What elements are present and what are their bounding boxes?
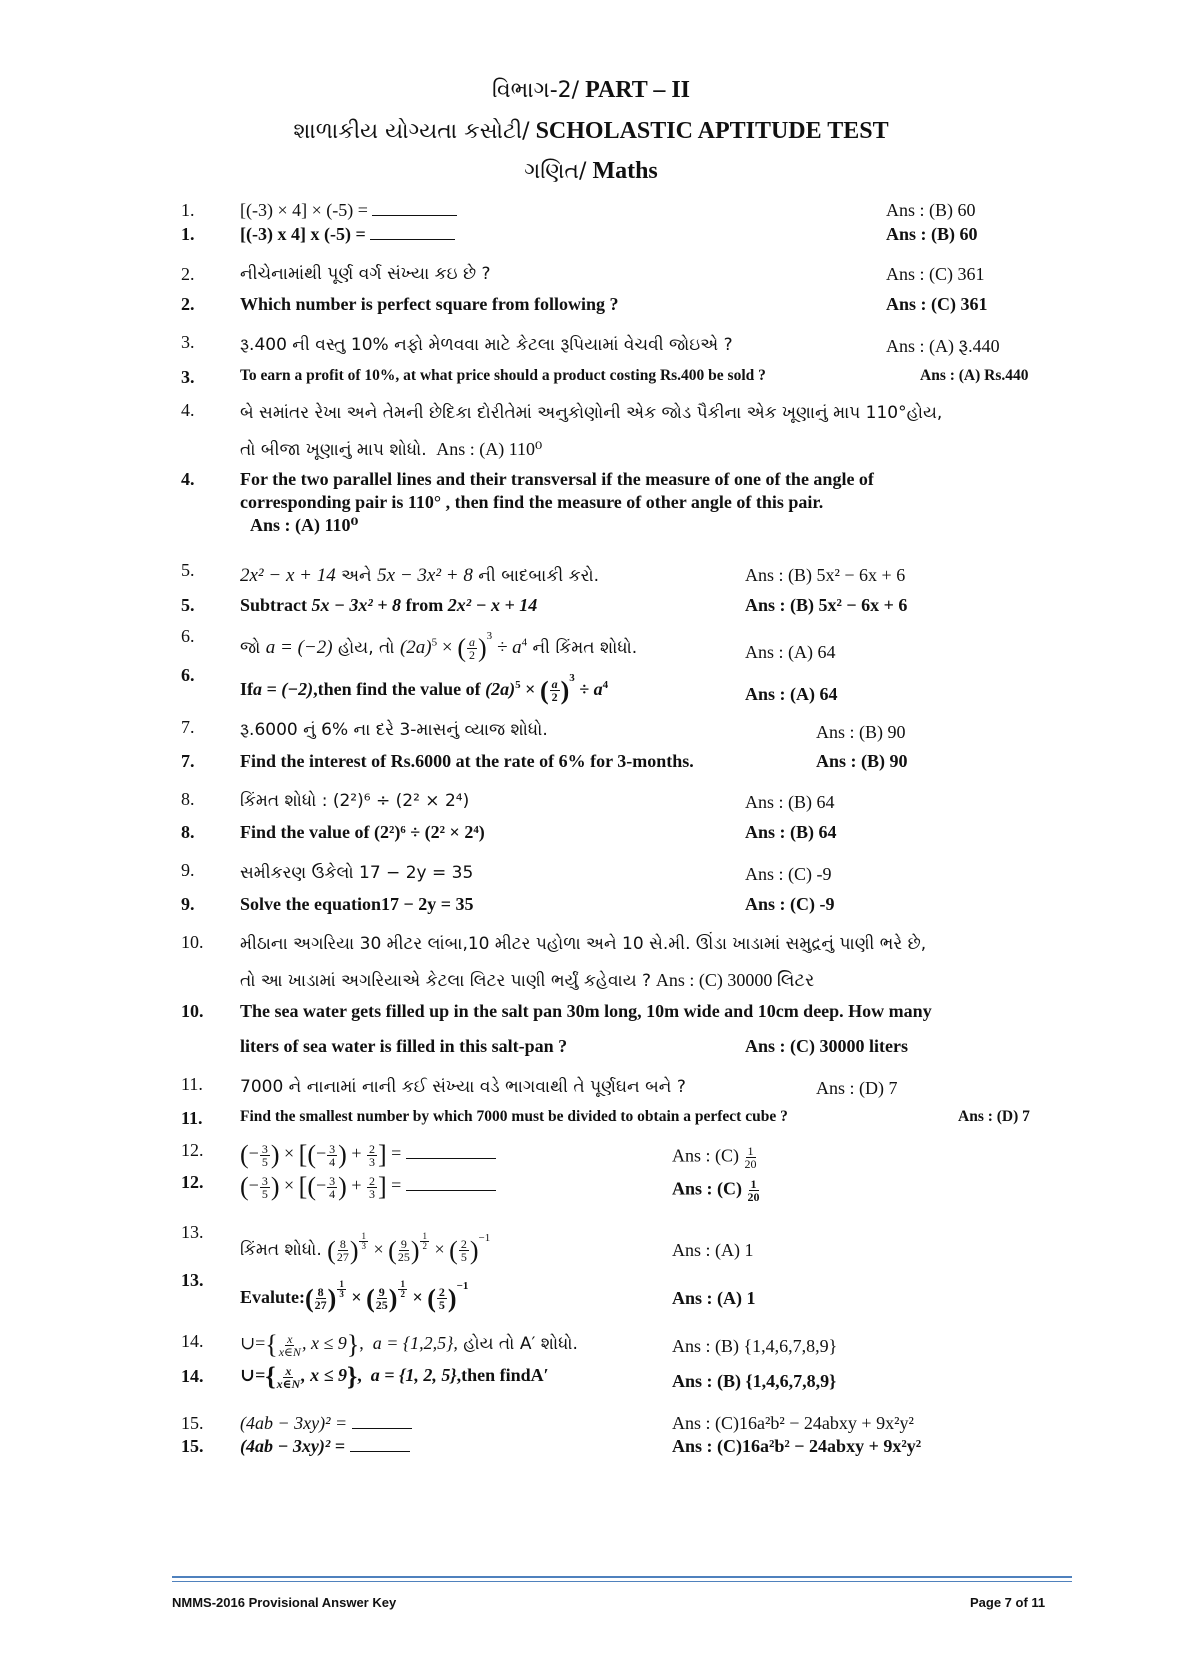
test-heading-gu: શાળાકીય યોગ્યતા કસોટી/ [293, 119, 530, 144]
question-number: 8. [181, 789, 195, 809]
part-heading [0, 77, 1182, 104]
question-number: 5. [181, 560, 195, 580]
question-text-en: Find the value of (2²)⁶ ÷ (2² × 2⁴) [240, 822, 485, 842]
question-text-en: [(-3) x 4] x (-5) = [240, 224, 455, 245]
question-text-en: To earn a profit of 10%, at what price should a product costing Rs.400 be sold ? [240, 367, 766, 384]
answer-en: Ans : (A) 1 [672, 1288, 756, 1308]
question-text-en: The sea water gets filled up in the salt pan 30m long, 10m wide and 10cm deep. How many [240, 1001, 932, 1021]
question-number: 12. [181, 1140, 204, 1160]
question-number: 6. [181, 665, 195, 685]
question-text-en: For the two parallel lines and their transversal if the measure of one of the angle of [240, 469, 874, 489]
question-text-gu: 2x² − x + 14 અને 5x − 3x² + 8 ની બાદબાકી કરો. [240, 565, 600, 586]
question-number: 3. [181, 367, 195, 387]
question-number: 7. [181, 751, 195, 771]
question-text-en: Ifa = (−2),then find the value of $(2a)^5$ × ( $\frac{a}{2}$ )$^3 \div a^4$ [240, 672, 609, 705]
answer-gu: Ans : (C) -9 [745, 864, 832, 884]
question-text-gu: [(-3) × 4] × (-5) = [240, 200, 457, 221]
question-number: 14. [181, 1331, 204, 1351]
answer-gu: Ans : (C) $\frac{1}{20}$ [672, 1144, 757, 1171]
question-text-gu: સમીકરણ ઉકેલો 17 − 2y = 35 [240, 863, 474, 883]
question-number: 2. [181, 294, 195, 314]
answer-gu: Ans : (B) {1,4,6,7,8,9} [672, 1336, 838, 1356]
question-text-gu: રૂ.6000 નું 6% ના દરે 3-માસનું વ્યાજ શોધો. [240, 720, 548, 740]
question-text-en: Which number is perfect square from following ? [240, 294, 619, 314]
question-text-en: Subtract 5x − 3x² + 8 from 2x² − x + 14 [240, 595, 538, 615]
answer-en: Ans : (B) 64 [745, 822, 837, 842]
question-number: 1. [181, 200, 195, 220]
question-text-gu: નીચેનામાંથી પૂર્ણ વર્ગ સંખ્યા કઇ છે ? [240, 264, 491, 284]
footer-title: NMMS-2016 Provisional Answer Key [172, 1595, 397, 1610]
answer-gu: Ans : (C) 361 [886, 264, 985, 284]
answer-en: Ans : (B) 90 [816, 751, 908, 771]
answer-en: Ans : (D) 7 [958, 1108, 1030, 1125]
question-text-gu: જો a = (−2) હોય, તો $(2a)^5$ × ( $\frac{a}{2}$ )$^3 \div a^4$ ની કિંમત શોધો. [240, 630, 638, 663]
question-text-en: Find the interest of Rs.6000 at the rate of 6% for 3-months. [240, 751, 694, 771]
question-number: 14. [181, 1366, 204, 1386]
question-number: 11. [181, 1074, 203, 1094]
subject-heading-gu: ગણિત/ [524, 159, 587, 184]
question-text-gu: 7000 ને નાનામાં નાની કઈ સંખ્યા વડે ભાગવાથી તે પૂર્ણઘન બને ? [240, 1077, 686, 1097]
question-text-en: Solve the equation17 − 2y = 35 [240, 894, 474, 914]
answer-en: Ans : (C)16a²b² − 24abxy + 9x²y² [672, 1436, 922, 1456]
question-number: 15. [181, 1436, 204, 1456]
answer-en: Ans : (A) 64 [745, 684, 838, 704]
answer-en: Ans : (A) Rs.440 [920, 367, 1029, 384]
part-heading-en: PART – II [579, 77, 691, 103]
question-number: 4. [181, 400, 195, 420]
answer-gu: Ans : (B) 5x² − 6x + 6 [745, 565, 906, 585]
question-expression-en: ∪={ $\frac{x}{x\in N}$ , x ≤ 9}, a = {1, 2, 5},then findA′ [240, 1362, 549, 1391]
question-number: 10. [181, 1001, 204, 1021]
test-heading-en: SCHOLASTIC APTITUDE TEST [529, 118, 889, 144]
answer-en: Ans : (B) {1,4,6,7,8,9} [672, 1371, 837, 1391]
question-expression-en: (− $\frac{3}{5}$ ) × [(− $\frac{3}{4}$ ) + $\frac{2}{3}$ ] = [240, 1172, 496, 1202]
answer-en: Ans : (C) $\frac{1}{20}$ [672, 1177, 760, 1204]
question-text-en: (4ab − 3xy)² = [240, 1436, 410, 1457]
answer-gu: Ans : (B) 90 [816, 722, 906, 742]
question-number: 15. [181, 1413, 204, 1433]
question-text-en: Find the smallest number by which 7000 must be divided to obtain a perfect cube ? [240, 1108, 788, 1125]
answer-en: Ans : (B) 5x² − 6x + 6 [745, 595, 908, 615]
answer-en: Ans : (B) 60 [886, 224, 978, 244]
answer-en: Ans : (C) 30000 liters [745, 1036, 908, 1056]
question-text-en-line2: corresponding pair is 110° , then find the measure of other angle of this pair. [240, 492, 824, 512]
question-number: 10. [181, 932, 204, 952]
question-number: 1. [181, 224, 195, 244]
answer-gu: Ans : (A) 1 [672, 1240, 754, 1260]
question-number: 11. [181, 1108, 203, 1128]
question-text-gu: (4ab − 3xy)² = [240, 1413, 412, 1434]
subject-heading-en: Maths [586, 158, 658, 184]
question-text-gu: રૂ.400 ની વસ્તુ 10% નફો મેળવવા માટે કેટલા રૂપિયામાં વેચવી જોઇએ ? [240, 335, 733, 355]
answer-gu: Ans : (A) 110⁰ [436, 439, 543, 459]
answer-en: Ans : (C) -9 [745, 894, 835, 914]
question-expression-en: Evalute:( $\frac{8}{27}$ ) $\frac{1}{3}$ × ( $\frac{9}{25}$ ) $\frac{1}{2}$ × ( $\frac{2}{5}$ )$^{-1}$ [240, 1279, 469, 1313]
question-number: 7. [181, 717, 195, 737]
question-text-gu: મીઠાના અગરિયા 30 મીટર લાંબા,10 મીટર પહોળા અને 10 સે.મી. ઊંડા ખાડામાં સમુદ્રનું પાણી ભરે છે, [240, 934, 927, 954]
question-text-gu: કિંમત શોધો : (2²)⁶ ÷ (2² × 2⁴) [240, 791, 470, 811]
question-number: 8. [181, 822, 195, 842]
answer-gu: Ans : (C)16a²b² − 24abxy + 9x²y² [672, 1413, 914, 1433]
question-text-en-line2: liters of sea water is filled in this salt-pan ? [240, 1036, 568, 1056]
question-number: 13. [181, 1270, 204, 1290]
question-number: 2. [181, 264, 195, 284]
answer-gu: Ans : (B) 64 [745, 792, 835, 812]
question-expression-gu: કિંમત શોધો. ( $\frac{8}{27}$ ) $\frac{1}{3}$ × ( $\frac{9}{25}$ ) $\frac{1}{2}$ × ( $\frac{2}{5}$ )$^{-1}$ [240, 1231, 491, 1265]
answer-gu: Ans : (A) 64 [745, 642, 836, 662]
question-number: 9. [181, 860, 195, 880]
question-text-gu-line2: તો બીજા ખૂણાનું માપ શોધો. Ans : (A) 110⁰ [240, 439, 543, 460]
question-number: 6. [181, 626, 195, 646]
question-number: 13. [181, 1222, 204, 1242]
question-number: 4. [181, 469, 195, 489]
answer-en: Ans : (C) 361 [886, 294, 988, 314]
subject-heading [0, 158, 1182, 185]
question-number: 9. [181, 894, 195, 914]
question-number: 3. [181, 332, 195, 352]
answer-gu: Ans : (A) રૂ.440 [886, 336, 1000, 356]
page-number: Page 7 of 11 [970, 1595, 1046, 1610]
question-number: 5. [181, 595, 195, 615]
footer-divider [172, 1576, 1072, 1578]
test-heading [0, 118, 1182, 145]
footer-divider [172, 1581, 1072, 1582]
question-expression-gu: ∪={ $\frac{x}{x\in N}$ , x ≤ 9}, a = {1,2,5}, હોય તો A′ શોધો. [240, 1330, 578, 1359]
question-number: 12. [181, 1172, 204, 1192]
answer-gu: Ans : (C) 30000 લિટર [655, 970, 815, 990]
answer-gu: Ans : (B) 60 [886, 200, 976, 220]
part-heading-gu: વિભાગ-2/ [491, 78, 580, 103]
answer-en: Ans : (A) 110⁰ [250, 515, 359, 535]
question-text-gu-line2: તો આ ખાડામાં અગરિયાએ કેટલા લિટર પાણી ભર્યું કહેવાય ? Ans : (C) 30000 લિટર [240, 970, 815, 991]
question-expression-gu: (− $\frac{3}{5}$ ) × [(− $\frac{3}{4}$ ) + $\frac{2}{3}$ ] = [240, 1140, 496, 1170]
question-text-gu: બે સમાંતર રેખા અને તેમની છેદિકા દોરીતેમાં અનુકોણોની એક જોડ પૈકીના એક ખૂણાનું માપ 110°હોય, [240, 403, 943, 423]
answer-gu: Ans : (D) 7 [816, 1078, 898, 1098]
